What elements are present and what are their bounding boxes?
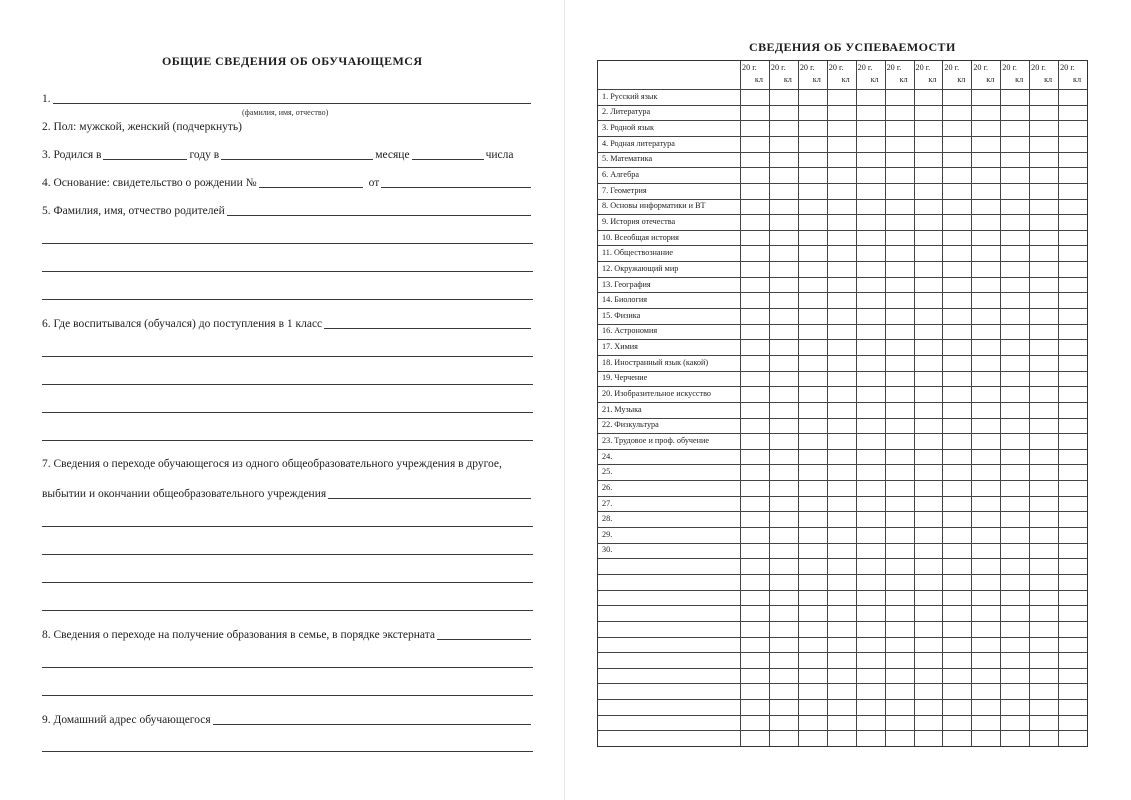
year-column-divider [769,61,770,746]
subject-label: 28. [602,514,613,524]
class-header-label: кл [870,75,879,84]
item-9-home-address[interactable]: 9. Домашний адрес обучающегося [42,711,533,727]
class-header-label: кл [1015,75,1024,84]
row-divider [598,637,1087,638]
row-divider [598,730,1087,731]
subject-label: 17. Химия [602,342,638,352]
preschool-line-3[interactable] [42,384,533,385]
item-5-parents[interactable]: 5. Фамилия, имя, отчество родителей [42,202,533,218]
year-header-label: 20 г. [1031,63,1046,72]
subject-label: 29. [602,529,613,539]
page-divider [564,0,565,800]
year-column-divider [885,61,886,746]
class-header-label: кл [812,75,821,84]
transfer-line[interactable] [328,498,531,499]
row-divider [598,167,1087,168]
subject-label: 8. Основы информатики и ВТ [602,201,706,211]
row-divider [598,464,1087,465]
year-header-label: 20 г. [944,63,960,72]
class-header-label: кл [1044,75,1053,84]
year-header-label: 20 г. [915,63,931,72]
subject-label: 13. География [602,279,651,289]
class-header-label: кл [928,75,937,84]
year-column-divider [856,61,857,746]
left-page-title: ОБЩИЕ СВЕДЕНИЯ ОБ ОБУЧАЮЩЕМСЯ [162,54,423,68]
row-divider [598,386,1087,387]
parents-line-3[interactable] [42,271,533,272]
row-divider [598,621,1087,622]
class-header-label: кл [754,75,763,84]
row-divider [598,574,1087,575]
class-header-label: кл [841,75,850,84]
row-divider [598,199,1087,200]
row-divider [598,355,1087,356]
row-divider [598,543,1087,544]
item-8-family-education[interactable]: 8. Сведения о переходе на получение образования в семье, в порядке экстерната [42,626,533,642]
class-header-label: кл [957,75,966,84]
row-divider [598,590,1087,591]
subject-label: 14. Биология [602,295,648,305]
row-divider [598,292,1087,293]
year-column-divider [1029,61,1030,746]
year-header-label: 20 г. [886,63,902,72]
home-address-line[interactable] [213,724,531,725]
fullname-line[interactable] [53,103,531,104]
year-column-divider [827,61,828,746]
year-column-divider [914,61,915,746]
row-divider [598,605,1087,606]
certificate-date-line[interactable] [381,187,531,188]
subject-label: 25. [602,467,613,477]
family-education-line-3[interactable] [42,695,533,696]
subject-label: 24. [602,451,613,461]
subject-label: 30. [602,545,613,555]
birth-month-line[interactable] [221,159,373,160]
preschool-line-5[interactable] [42,440,533,441]
family-education-line-2[interactable] [42,667,533,668]
item-7-transfer-line1: 7. Сведения о переходе обучающегося из одного общеобразовательного учреждения в другое, [42,458,502,470]
subject-label: 20. Изобразительное искусство [602,389,711,399]
right-page-title: СВЕДЕНИЯ ОБ УСПЕВАЕМОСТИ [749,40,956,54]
subject-label: 11. Обществознание [602,248,673,258]
subject-label: 21. Музыка [602,404,642,414]
subject-label: 7. Геометрия [602,185,647,195]
row-divider [598,527,1087,528]
subject-label: 16. Астрономия [602,326,658,336]
row-divider [598,339,1087,340]
year-header-label: 20 г. [1060,63,1075,72]
row-divider [598,152,1087,153]
row-divider [598,308,1087,309]
item-6-preschool[interactable]: 6. Где воспитывался (обучался) до поступления в 1 класс [42,315,533,331]
row-divider [598,120,1087,121]
transfer-line-4[interactable] [42,582,533,583]
transfer-line-3[interactable] [42,554,533,555]
row-divider [598,480,1087,481]
parents-line-2[interactable] [42,243,533,244]
class-header-label: кл [899,75,908,84]
left-page [0,0,564,800]
year-column-divider [798,61,799,746]
row-divider [598,699,1087,700]
row-divider [598,105,1087,106]
item-1-fullname[interactable]: 1. [42,90,533,106]
header-divider [598,89,1087,90]
row-divider [598,371,1087,372]
class-header-label: кл [986,75,995,84]
row-divider [598,558,1087,559]
subject-label: 2. Литература [602,107,651,117]
row-divider [598,183,1087,184]
row-divider [598,433,1087,434]
row-divider [598,277,1087,278]
preschool-line[interactable] [324,328,531,329]
item-2-gender: 2. Пол: мужской, женский (подчеркнуть) [42,121,242,133]
year-header-label: 20 г. [742,63,757,72]
item-3-birth[interactable]: 3. Родился в году в месяце числа [42,149,514,161]
class-header-label: кл [1073,75,1082,84]
row-divider [598,214,1087,215]
year-header-label: 20 г. [828,63,844,72]
subject-label: 26. [602,482,613,492]
subject-label: 5. Математика [602,154,653,164]
year-header-label: 20 г. [770,63,786,72]
subject-label: 22. Физкультура [602,420,659,430]
transfer-line-2[interactable] [42,526,533,527]
row-divider [598,683,1087,684]
row-divider [598,324,1087,325]
subject-label: 23. Трудовое и проф. обучение [602,435,710,445]
row-divider [598,402,1087,403]
subject-label: 19. Черчение [602,373,648,383]
year-column-divider [1058,61,1059,746]
row-divider [598,715,1087,716]
row-divider [598,136,1087,137]
subject-label: 4. Родная литература [602,138,675,148]
row-divider [598,668,1087,669]
subject-label: 12. Окружающий мир [602,263,679,273]
year-column-divider [1000,61,1001,746]
subject-column-divider [740,61,741,746]
class-header-label: кл [783,75,792,84]
subject-label: 18. Иностранный язык (какой) [602,357,709,367]
year-header-label: 20 г. [857,63,873,72]
item-7-transfer[interactable]: выбытии и окончании общеобразовательного учреждения [42,485,533,501]
row-divider [598,245,1087,246]
subject-label: 6. Алгебра [602,170,639,180]
year-column-divider [942,61,943,746]
row-divider [598,511,1087,512]
row-divider [598,418,1087,419]
parents-line[interactable] [227,215,531,216]
parents-line-4[interactable] [42,299,533,300]
year-column-divider [971,61,972,746]
year-header-label: 20 г. [799,63,815,72]
preschool-line-4[interactable] [42,412,533,413]
grades-table [597,60,1088,747]
home-address-line-2[interactable] [42,751,533,752]
row-divider [598,652,1087,653]
subject-label: 15. Физика [602,310,641,320]
year-header-label: 20 г. [973,63,989,72]
fullname-hint: (фамилия, имя, отчество) [242,108,329,117]
preschool-line-2[interactable] [42,356,533,357]
birth-year-line[interactable] [103,159,187,160]
family-education-line[interactable] [437,639,531,640]
subject-label: 10. Всеобщая история [602,232,679,242]
row-divider [598,230,1087,231]
birth-day-line[interactable] [412,159,484,160]
subject-label: 27. [602,498,613,508]
item-4-basis[interactable]: 4. Основание: свидетельство о рождении № от [42,174,533,190]
year-header-label: 20 г. [1002,63,1017,72]
transfer-line-5[interactable] [42,610,533,611]
subject-label: 3. Родной язык [602,123,654,133]
row-divider [598,261,1087,262]
row-divider [598,449,1087,450]
certificate-number-line[interactable] [259,187,363,188]
row-divider [598,496,1087,497]
subject-label: 9. История отечества [602,216,676,226]
subject-label: 1. Русский язык [602,91,658,101]
